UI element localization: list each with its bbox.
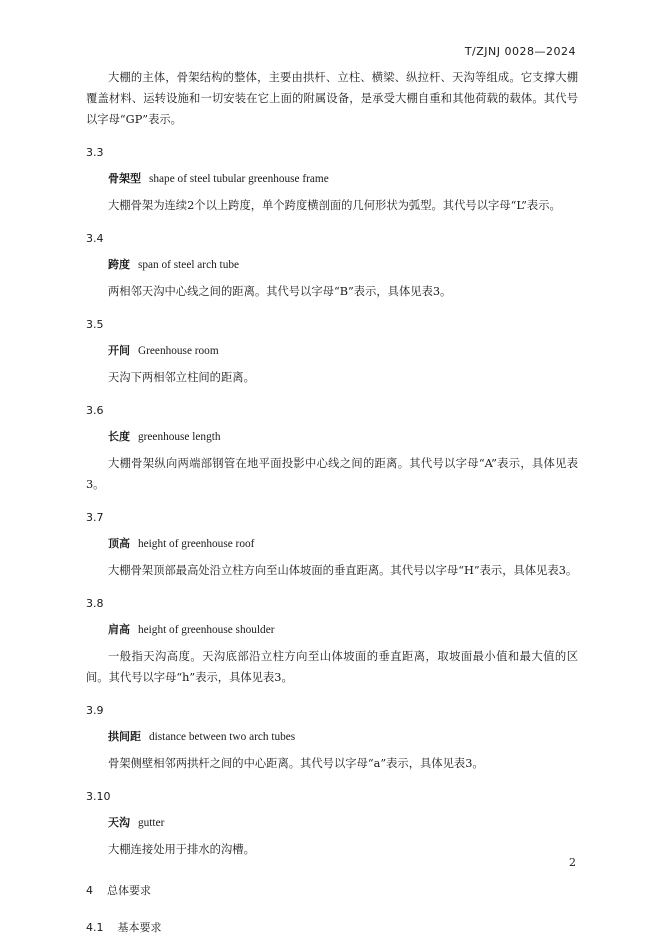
clause-number: 3.6	[86, 404, 104, 417]
term-english: Greenhouse room	[138, 345, 219, 357]
term-line	[108, 534, 578, 554]
clause-number: 3.8	[86, 597, 104, 610]
term-english: height of greenhouse shoulder	[138, 624, 275, 636]
intro-paragraph: 大棚的主体，骨架结构的整体，主要由拱杆、立柱、横梁、纵拉杆、天沟等组成。它支撑大棚覆盖材料、运转设施和一切安装在它上面的附属设备，是承受大棚自重和其他荷载的载体。其代号以字母“GP”表示。	[86, 71, 578, 126]
term-line	[108, 620, 578, 640]
term-definition: 两相邻天沟中心线之间的距离。其代号以字母“B”表示，具体见表3。	[108, 285, 452, 298]
term-chinese: 长度	[108, 430, 130, 443]
term-definition: 天沟下两相邻立柱间的距离。	[108, 371, 255, 384]
clause-number: 3.4	[86, 232, 104, 245]
term-chinese: 骨架型	[108, 172, 141, 185]
term-line	[108, 813, 578, 833]
term-line	[108, 169, 578, 189]
term-chinese: 开间	[108, 344, 130, 357]
clause-3-6	[86, 401, 578, 495]
term-line	[108, 727, 578, 747]
term-line	[108, 341, 578, 361]
document-id-header: T/ZJNJ 0028—2024	[464, 45, 576, 58]
term-definition: 大棚骨架纵向两端部钢管在地平面投影中心线之间的距离。其代号以字母“A”表示，具体见表3。	[86, 457, 578, 491]
clause-3-8	[86, 594, 578, 688]
term-definition: 大棚连接处用于排水的沟槽。	[108, 843, 255, 856]
term-english: distance between two arch tubes	[149, 731, 296, 743]
clause-3-5	[86, 315, 578, 388]
term-definition: 骨架侧壁相邻两拱杆之间的中心距离。其代号以字母“a”表示，具体见表3。	[108, 757, 484, 770]
clause-number: 3.3	[86, 146, 104, 159]
section-4-heading	[86, 881, 578, 901]
clause-3-9	[86, 701, 578, 774]
term-line	[108, 427, 578, 447]
page-number: 2	[569, 856, 576, 869]
section-title: 总体要求	[107, 884, 151, 897]
term-chinese: 天沟	[108, 816, 130, 829]
clause-number: 3.9	[86, 704, 104, 717]
clause-number: 3.5	[86, 318, 104, 331]
term-chinese: 肩高	[108, 623, 130, 636]
term-chinese: 跨度	[108, 258, 130, 271]
term-english: height of greenhouse roof	[138, 538, 255, 550]
term-definition: 一般指天沟高度。天沟底部沿立柱方向至山体坡面的垂直距离，取坡面最小值和最大值的区间。其代号以字母“h”表示，具体见表3。	[86, 650, 578, 684]
term-chinese: 拱间距	[108, 730, 141, 743]
document-body	[86, 67, 578, 938]
clause-3-7	[86, 508, 578, 581]
term-chinese: 顶高	[108, 537, 130, 550]
term-definition: 大棚骨架为连续2个以上跨度，单个跨度横剖面的几何形状为弧型。其代号以字母“L”表示。	[108, 199, 561, 212]
clause-3-3	[86, 143, 578, 216]
section-number: 4	[86, 884, 93, 897]
term-english: greenhouse length	[138, 431, 221, 443]
term-english: shape of steel tubular greenhouse frame	[149, 173, 329, 185]
term-line	[108, 255, 578, 275]
term-english: gutter	[138, 817, 165, 829]
clause-3-10	[86, 787, 578, 860]
term-english: span of steel arch tube	[138, 259, 240, 271]
clause-3-4	[86, 229, 578, 302]
section-number: 4.1	[86, 921, 104, 934]
clause-number: 3.7	[86, 511, 104, 524]
section-title: 基本要求	[117, 921, 162, 934]
section-4-1-heading	[86, 918, 578, 938]
term-definition: 大棚骨架顶部最高处沿立柱方向至山体坡面的垂直距离。其代号以字母“H”表示，具体见表3。	[108, 564, 578, 577]
clause-number: 3.10	[86, 790, 111, 803]
